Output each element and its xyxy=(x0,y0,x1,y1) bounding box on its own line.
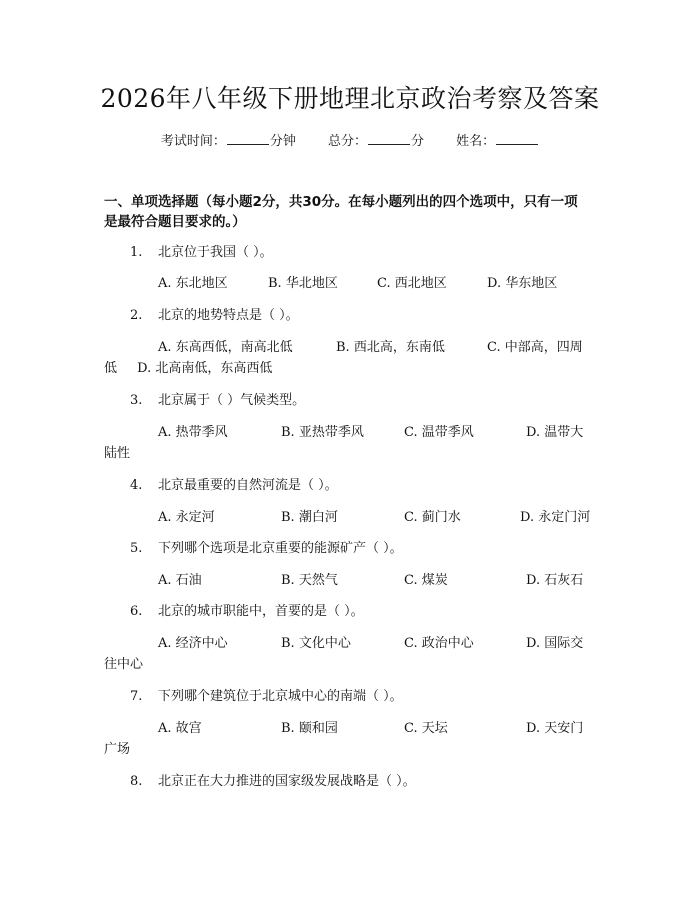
section-heading xyxy=(104,192,604,232)
option-b[interactable]: B. 天然气 xyxy=(281,573,338,588)
option-c[interactable]: C. 温带季风 xyxy=(404,425,474,440)
section-heading-line1: 一、单项选择题（每小题2分，共30分。在每小题列出的四个选项中，只有一项 xyxy=(104,194,578,210)
time-blank[interactable] xyxy=(227,131,269,145)
section-heading-line2: 是最符合题目要求的。） xyxy=(104,214,246,230)
exam-score xyxy=(328,131,424,151)
score-label: 总分： xyxy=(327,134,367,149)
question-2-options-wrap xyxy=(104,360,272,378)
option-b[interactable]: B. 亚热带季风 xyxy=(281,425,364,440)
option-b[interactable]: B. 西北高，东南低 xyxy=(336,340,445,355)
question-3-options-wrap xyxy=(104,445,130,463)
question-number: 4. xyxy=(130,478,143,493)
option-c[interactable]: C. 政治中心 xyxy=(404,636,474,651)
option-c[interactable]: C. 天坛 xyxy=(404,721,448,736)
option-a[interactable]: A. 东北地区 xyxy=(158,276,228,291)
option-b[interactable]: B. 潮白河 xyxy=(281,510,338,525)
option-d[interactable]: D. 天安门 xyxy=(526,721,584,736)
question-number: 5. xyxy=(130,541,143,556)
option-c[interactable]: C. 蓟门水 xyxy=(404,510,461,525)
question-text: 北京最重要的自然河流是（ ）。 xyxy=(158,478,338,493)
option-d[interactable]: D. 北高南低，东高西低 xyxy=(137,361,273,376)
page-title: 2026年八年级下册地理北京政治考察及答案 xyxy=(100,84,600,113)
question-text: 北京的城市职能中，首要的是（ ）。 xyxy=(158,604,364,619)
question-7 xyxy=(130,688,403,706)
option-a[interactable]: A. 热带季风 xyxy=(158,425,228,440)
question-number: 8. xyxy=(130,774,143,789)
question-6-options-wrap xyxy=(104,656,143,674)
option-d-continuation: 广场 xyxy=(104,742,131,757)
option-a[interactable]: A. 石油 xyxy=(158,573,202,588)
score-blank[interactable] xyxy=(368,131,410,145)
name-blank[interactable] xyxy=(496,131,538,145)
option-a[interactable]: A. 永定河 xyxy=(158,510,215,525)
time-label: 考试时间： xyxy=(160,134,226,149)
option-b[interactable]: B. 颐和园 xyxy=(281,721,338,736)
score-unit: 分 xyxy=(411,134,425,149)
option-c[interactable]: C. 中部高，四周 xyxy=(487,340,583,355)
question-1 xyxy=(130,244,273,262)
time-unit: 分钟 xyxy=(269,134,296,149)
option-a[interactable]: A. 经济中心 xyxy=(158,636,228,651)
option-b[interactable]: B. 华北地区 xyxy=(268,276,338,291)
question-text: 下列哪个建筑位于北京城中心的南端（ ）。 xyxy=(158,689,403,704)
exam-meta xyxy=(0,131,700,151)
question-text: 北京正在大力推进的国家级发展战略是（ ）。 xyxy=(158,774,416,789)
question-7-options-wrap xyxy=(104,741,130,759)
option-b[interactable]: B. 文化中心 xyxy=(281,636,351,651)
question-6 xyxy=(130,603,364,621)
question-5 xyxy=(130,540,403,558)
option-d-continuation: 往中心 xyxy=(104,657,144,672)
question-text: 北京属于（ ）气候类型。 xyxy=(158,393,306,408)
question-text: 下列哪个选项是北京重要的能源矿产（ ）。 xyxy=(158,541,403,556)
option-d[interactable]: D. 石灰石 xyxy=(526,573,584,588)
option-c-continuation: 低 xyxy=(104,361,118,376)
question-text: 北京的地势特点是（ ）。 xyxy=(158,308,299,323)
option-d-continuation: 陆性 xyxy=(104,446,131,461)
option-d[interactable]: D. 华东地区 xyxy=(487,276,558,291)
option-c[interactable]: C. 煤炭 xyxy=(404,573,448,588)
name-label: 姓名： xyxy=(456,134,496,149)
question-text: 北京位于我国（ ）。 xyxy=(158,245,273,260)
option-d[interactable]: D. 国际交 xyxy=(526,636,584,651)
option-a[interactable]: A. 故宫 xyxy=(158,721,202,736)
question-3 xyxy=(130,392,305,410)
question-2 xyxy=(130,307,299,325)
exam-name xyxy=(456,131,539,151)
question-number: 3. xyxy=(130,393,143,408)
question-number: 1. xyxy=(130,245,143,260)
question-number: 6. xyxy=(130,604,143,619)
option-d[interactable]: D. 永定门河 xyxy=(520,510,591,525)
exam-time xyxy=(161,131,296,151)
question-8 xyxy=(130,773,416,791)
option-a[interactable]: A. 东高西低，南高北低 xyxy=(158,340,293,355)
question-4 xyxy=(130,477,338,495)
question-number: 7. xyxy=(130,689,143,704)
question-number: 2. xyxy=(130,308,143,323)
option-d[interactable]: D. 温带大 xyxy=(526,425,584,440)
option-c[interactable]: C. 西北地区 xyxy=(377,276,447,291)
